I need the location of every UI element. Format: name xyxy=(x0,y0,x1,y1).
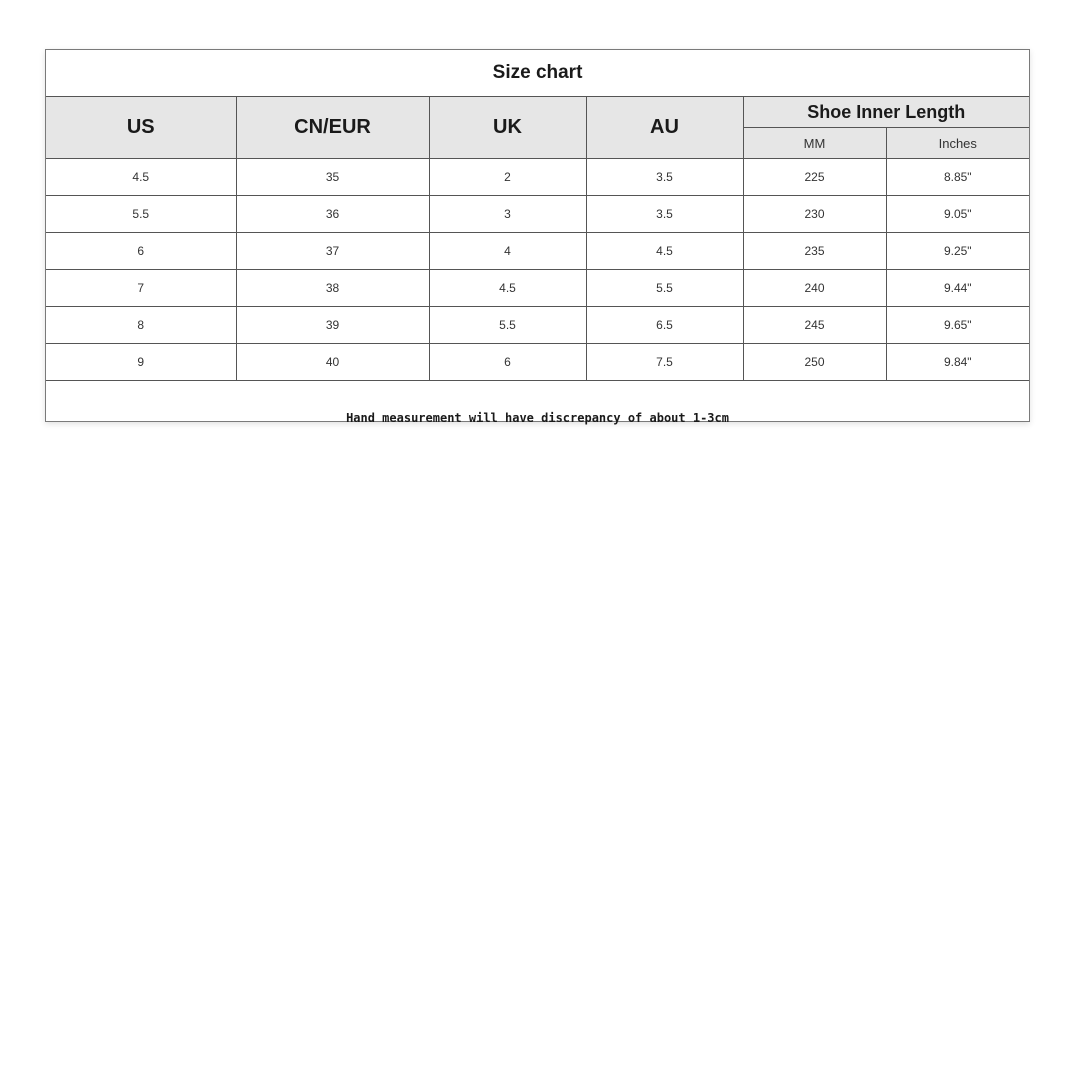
cell-uk: 2 xyxy=(429,159,586,196)
cell-au: 4.5 xyxy=(586,233,743,270)
header-us: US xyxy=(46,97,236,159)
header-au: AU xyxy=(586,97,743,159)
cell-mm: 235 xyxy=(743,233,886,270)
cell-us: 5.5 xyxy=(46,196,236,233)
header-uk: UK xyxy=(429,97,586,159)
cell-inches: 9.25" xyxy=(886,233,1029,270)
cell-inches: 9.05" xyxy=(886,196,1029,233)
cell-uk: 4.5 xyxy=(429,270,586,307)
table-row xyxy=(46,344,1029,381)
chart-title: Size chart xyxy=(46,50,1029,97)
cell-au: 3.5 xyxy=(586,159,743,196)
cell-cn-eur: 35 xyxy=(236,159,429,196)
cell-mm: 250 xyxy=(743,344,886,381)
cell-au: 3.5 xyxy=(586,196,743,233)
header-cn-eur: CN/EUR xyxy=(236,97,429,159)
cell-us: 8 xyxy=(46,307,236,344)
size-table xyxy=(46,50,1029,431)
cell-au: 7.5 xyxy=(586,344,743,381)
cell-au: 5.5 xyxy=(586,270,743,307)
table-row xyxy=(46,196,1029,233)
cell-au: 6.5 xyxy=(586,307,743,344)
table-row xyxy=(46,233,1029,270)
cell-mm: 245 xyxy=(743,307,886,344)
cell-uk: 4 xyxy=(429,233,586,270)
cell-uk: 6 xyxy=(429,344,586,381)
cell-cn-eur: 38 xyxy=(236,270,429,307)
cell-us: 7 xyxy=(46,270,236,307)
cell-cn-eur: 36 xyxy=(236,196,429,233)
cell-us: 4.5 xyxy=(46,159,236,196)
header-mm: MM xyxy=(743,128,886,159)
cell-cn-eur: 39 xyxy=(236,307,429,344)
cell-mm: 225 xyxy=(743,159,886,196)
table-row xyxy=(46,159,1029,196)
table-row xyxy=(46,270,1029,307)
cell-cn-eur: 37 xyxy=(236,233,429,270)
cell-uk: 5.5 xyxy=(429,307,586,344)
cell-inches: 9.84" xyxy=(886,344,1029,381)
cell-inches: 9.65" xyxy=(886,307,1029,344)
cell-uk: 3 xyxy=(429,196,586,233)
size-chart xyxy=(45,49,1030,425)
cell-us: 6 xyxy=(46,233,236,270)
cell-inches: 8.85" xyxy=(886,159,1029,196)
table-row xyxy=(46,307,1029,344)
size-rows xyxy=(46,159,1029,381)
cell-cn-eur: 40 xyxy=(236,344,429,381)
header-inches: Inches xyxy=(886,128,1029,159)
cell-mm: 240 xyxy=(743,270,886,307)
measurement-note: Hand measurement will have discrepancy of about 1-3cm xyxy=(46,381,1029,432)
cell-us: 9 xyxy=(46,344,236,381)
cell-inches: 9.44" xyxy=(886,270,1029,307)
header-inner-length: Shoe Inner Length xyxy=(743,97,1029,128)
cell-mm: 230 xyxy=(743,196,886,233)
